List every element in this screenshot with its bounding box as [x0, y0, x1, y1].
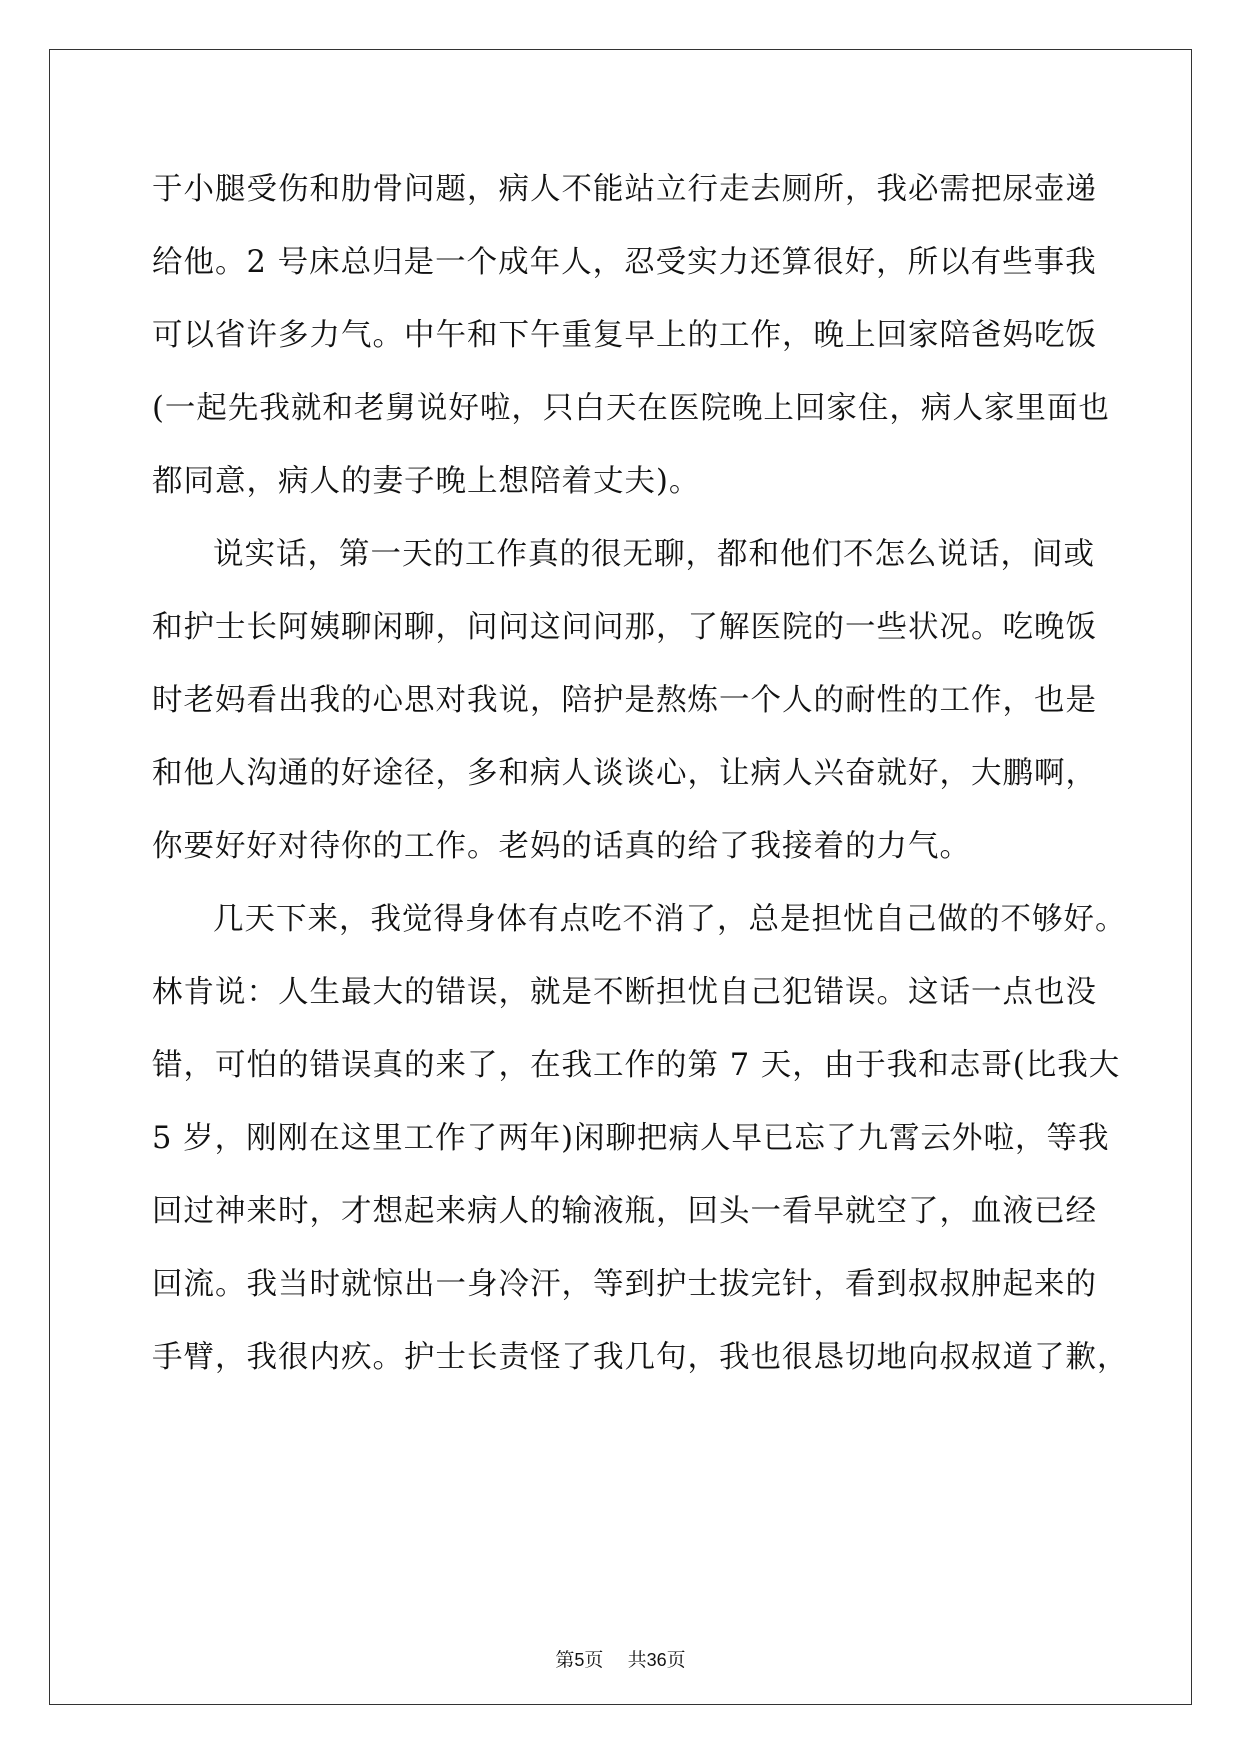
footer-prefix: 第 [555, 1649, 575, 1671]
text-line: 和护士长阿姨聊闲聊，问问这问问那，了解医院的一些状况。吃晚饭 [152, 610, 1097, 645]
text-line: 给他。2 号床总归是一个成年人，忍受实力还算很好，所以有些事我 [152, 245, 1097, 280]
page-footer [0, 1648, 1241, 1672]
footer-total-prefix: 共 [627, 1649, 647, 1671]
page-border [49, 49, 1192, 1705]
text-line: 手臂，我很内疚。护士长责怪了我几句，我也很恳切地向叔叔道了歉， [152, 1340, 1129, 1375]
text-line: 回流。我当时就惊出一身冷汗，等到护士拔完针，看到叔叔肿起来的 [152, 1267, 1097, 1302]
text-line: 时老妈看出我的心思对我说，陪护是熬炼一个人的耐性的工作，也是 [152, 683, 1097, 718]
text-line: 和他人沟通的好途径，多和病人谈谈心，让病人兴奋就好，大鹏啊， [152, 756, 1097, 791]
paragraph-first-line: 几天下来，我觉得身体有点吃不消了，总是担忧自己做的不够好。 [213, 902, 1127, 937]
text-line: 林肯说：人生最大的错误，就是不断担忧自己犯错误。这话一点也没 [152, 975, 1097, 1010]
text-line: 都同意，病人的妻子晚上想陪着丈夫)。 [152, 464, 701, 499]
text-line: 于小腿受伤和肋骨问题，病人不能站立行走去厕所，我必需把尿壶递 [152, 172, 1097, 207]
text-line: 5 岁，刚刚在这里工作了两年)闲聊把病人早已忘了九霄云外啦，等我 [152, 1121, 1110, 1156]
text-line: 可以省许多力气。中午和下午重复早上的工作，晚上回家陪爸妈吃饭 [152, 318, 1097, 353]
total-pages: 36 [646, 1650, 667, 1670]
text-line: (一起先我就和老舅说好啦，只白天在医院晚上回家住，病人家里面也 [152, 391, 1110, 426]
text-line: 你要好好对待你的工作。老妈的话真的给了我接着的力气。 [152, 829, 971, 864]
page-number: 5 [574, 1650, 585, 1670]
text-line: 错，可怕的错误真的来了，在我工作的第 7 天，由于我和志哥(比我大 [152, 1048, 1121, 1083]
text-line: 回过神来时，才想起来病人的输液瓶，回头一看早就空了，血液已经 [152, 1194, 1097, 1229]
footer-total-suffix: 页 [666, 1649, 686, 1671]
footer-page-suffix: 页 [584, 1649, 604, 1671]
paragraph-first-line: 说实话，第一天的工作真的很无聊，都和他们不怎么说话，间或 [213, 537, 1095, 572]
